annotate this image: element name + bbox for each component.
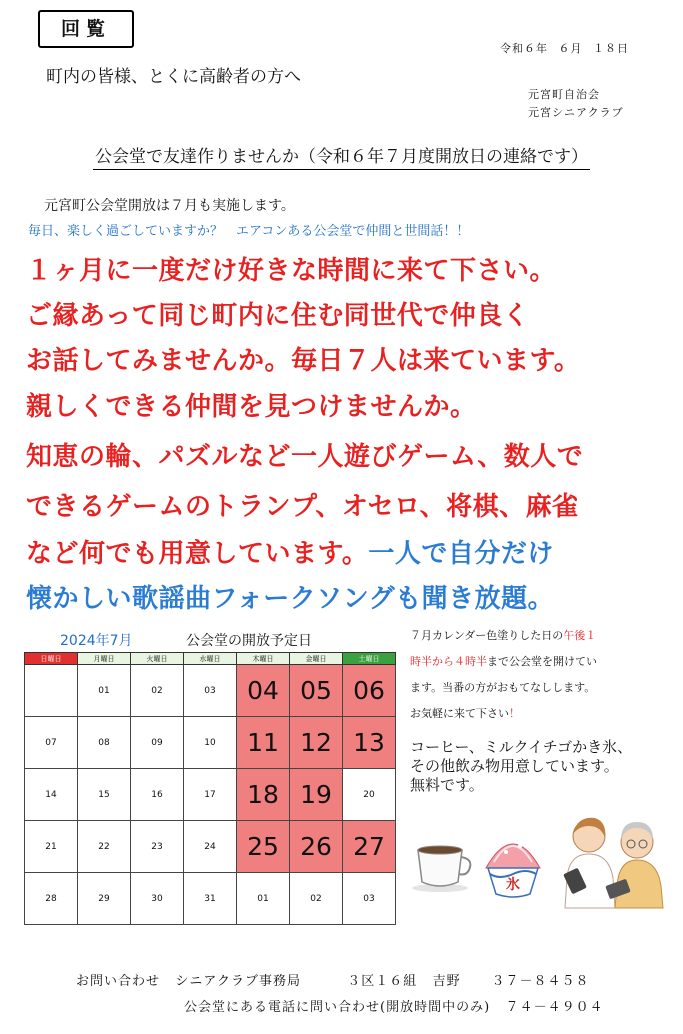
calendar-day-cell: 21 — [25, 821, 78, 873]
calendar-day-cell: 16 — [131, 769, 184, 821]
calendar-day-cell: 02 — [131, 665, 184, 717]
calendar-day-cell: 11 — [237, 717, 290, 769]
issue-date — [500, 40, 635, 56]
weekday-thu: 木曜日 — [237, 653, 290, 665]
weekday-sat: 土曜日 — [343, 653, 396, 665]
calendar-day-cell: 14 — [25, 769, 78, 821]
calendar-day-cell: 27 — [343, 821, 396, 873]
contact-line-2: 公会堂にある電話に問い合わせ(開放時間中のみ) ７４－４９０４ — [184, 1000, 604, 1015]
calendar-day-cell: 18 — [237, 769, 290, 821]
salutation: 町内の皆様、とくに高齢者の方へ — [46, 67, 301, 87]
calendar-week-row — [25, 665, 396, 717]
org-senior-club: 元宮シニアクラブ — [528, 106, 624, 119]
calendar-day-cell: 04 — [237, 665, 290, 717]
calendar-day-cell: 06 — [343, 665, 396, 717]
calendar-day-cell: 25 — [237, 821, 290, 873]
shaved-ice-icon — [478, 820, 548, 905]
calendar-table — [24, 652, 396, 925]
calendar-week-row — [25, 821, 396, 873]
calendar-day-cell: 02 — [290, 873, 343, 925]
calendar-day-cell: 22 — [78, 821, 131, 873]
calendar-day-cell: 13 — [343, 717, 396, 769]
calendar-day-cell: 08 — [78, 717, 131, 769]
big-line-4: 親しくできる仲間を見つけませんか。 — [26, 392, 477, 422]
date-era: 令和６年 — [500, 42, 548, 55]
calendar-day-cell: 31 — [184, 873, 237, 925]
calendar-day-cell: 09 — [131, 717, 184, 769]
calendar-day-cell: 19 — [290, 769, 343, 821]
calendar-day-cell: 24 — [184, 821, 237, 873]
contact-line-1: お問い合わせ シニアクラブ事務局 ３区１６組 吉野 ３７－８４５８ — [76, 974, 590, 989]
side-line-3: ます。当番の方がおもてなしします。 — [410, 681, 596, 694]
org-jichikai: 元宮町自治会 — [528, 88, 600, 101]
calendar-week-row — [25, 769, 396, 821]
coffee-cup-icon — [410, 838, 480, 893]
side-line-4: お気軽に来て下さい！ — [410, 707, 520, 720]
calendar-day-cell: 01 — [237, 873, 290, 925]
kairan-label: 回覧 — [38, 10, 134, 48]
calendar-day-cell: 20 — [343, 769, 396, 821]
big-line-6: できるゲームのトランプ、オセロ、将棋、麻雀 — [26, 492, 579, 522]
big-line-8: 懐かしい歌謡曲フォークソングも聞き放題。 — [26, 584, 555, 614]
seniors-illustration-icon — [555, 808, 675, 918]
calendar-day-cell: 01 — [78, 665, 131, 717]
weekday-sun: 日曜日 — [25, 653, 78, 665]
drinks-text: コーヒー、ミルクイチゴかき氷、 その他飲み物用意しています。 無料です。 — [410, 738, 633, 794]
calendar-week-row — [25, 717, 396, 769]
calendar-day-cell: 17 — [184, 769, 237, 821]
big-line-2: ご縁あって同じ町内に住む同世代で仲良く — [26, 301, 530, 331]
calendar-week-row — [25, 873, 396, 925]
weekday-mon: 月曜日 — [78, 653, 131, 665]
calendar-weekday-row — [25, 653, 396, 665]
calendar-day-cell: 30 — [131, 873, 184, 925]
calendar-day-cell: 26 — [290, 821, 343, 873]
calendar-day-cell: 05 — [290, 665, 343, 717]
big-line-7: など何でも用意しています。一人で自分だけ — [26, 539, 554, 569]
weekday-tue: 火曜日 — [131, 653, 184, 665]
calendar-day-cell: 10 — [184, 717, 237, 769]
calendar-day-cell: 23 — [131, 821, 184, 873]
calendar-day-cell: 03 — [184, 665, 237, 717]
calendar-day-cell: 03 — [343, 873, 396, 925]
big-line-3: お話してみませんか。毎日７人は来ています。 — [26, 346, 581, 376]
calendar-subtitle: 公会堂の開放予定日 — [186, 633, 312, 649]
big-line-1: １ヶ月に一度だけ好きな時間に来て下さい。 — [26, 256, 557, 286]
weekday-fri: 金曜日 — [290, 653, 343, 665]
calendar-day-cell: 29 — [78, 873, 131, 925]
blue-greeting: 毎日、楽しく過ごしていますか？ エアコンある公会堂で仲間と世間話！！ — [28, 224, 470, 239]
calendar-day-cell: 07 — [25, 717, 78, 769]
side-line-1: ７月カレンダー色塗りした日の午後１ — [410, 629, 597, 642]
side-line-2: 時半から４時半まで公会堂を開けてい — [410, 655, 597, 668]
big-line-5: 知恵の輪、パズルなど一人遊びゲーム、数人で — [26, 442, 584, 472]
calendar-month: 2024年7月 — [60, 633, 133, 649]
calendar-day-cell: 28 — [25, 873, 78, 925]
notice-title: 公会堂で友達作りませんか（令和６年７月度開放日の連絡です） — [0, 142, 683, 167]
svg-text:氷: 氷 — [506, 877, 520, 893]
calendar-day-cell — [25, 665, 78, 717]
weekday-wed: 水曜日 — [184, 653, 237, 665]
calendar-day-cell: 15 — [78, 769, 131, 821]
date-month: ６月 — [558, 42, 583, 55]
calendar-day-cell: 12 — [290, 717, 343, 769]
date-day: １８日 — [593, 42, 629, 55]
intro-text: 元宮町公会堂開放は７月も実施します。 — [44, 198, 295, 214]
